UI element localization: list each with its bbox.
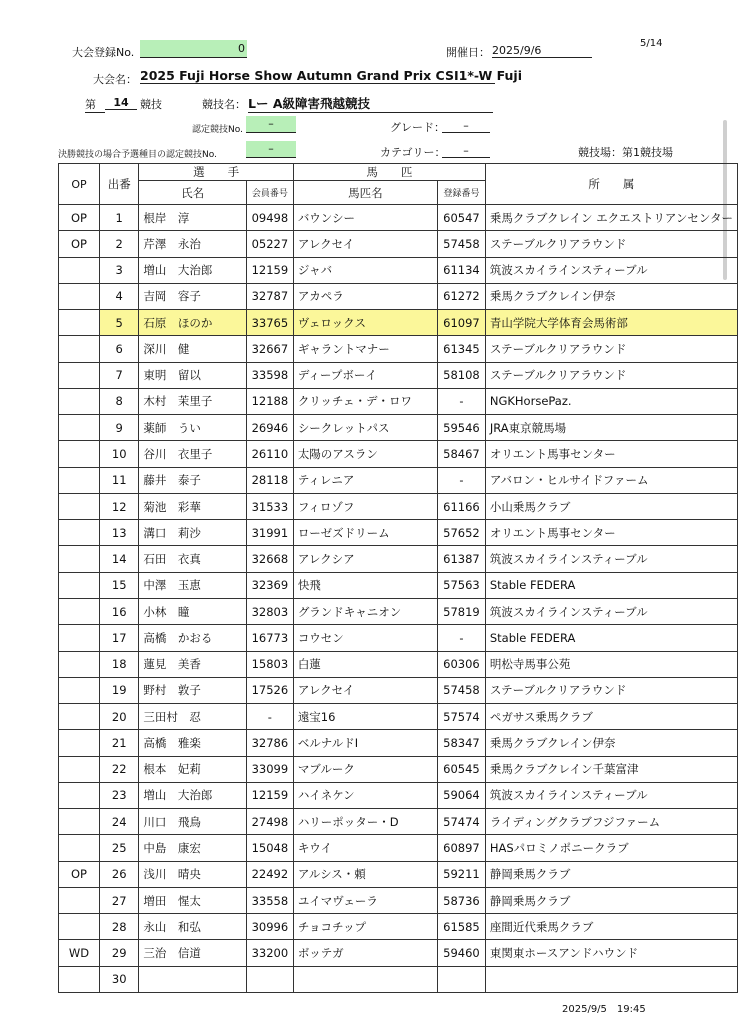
horse-reg-number: 61134: [438, 257, 486, 283]
horse-reg-number: 57819: [438, 598, 486, 624]
comp-name: Lー A級障害飛越競技: [248, 94, 493, 113]
order-cell: 7: [100, 362, 139, 388]
table-row: [59, 730, 738, 756]
horse-name: バウンシー: [293, 205, 437, 231]
op-cell: [59, 415, 100, 441]
op-cell: [59, 782, 100, 808]
op-cell: WD: [59, 940, 100, 966]
member-number: 09498: [246, 205, 293, 231]
table-row: [59, 283, 738, 309]
print-timestamp: 2025/9/5 19:45: [562, 1004, 646, 1015]
member-number: 22492: [246, 861, 293, 887]
horse-reg-number: 59546: [438, 415, 486, 441]
op-cell: [59, 441, 100, 467]
cert-label: 認定競技No.: [192, 125, 243, 135]
horse-reg-number: 58347: [438, 730, 486, 756]
order-cell: 29: [100, 940, 139, 966]
affiliation: アバロン・ヒルサイドファーム: [485, 467, 737, 493]
col-affiliation-header: 所 属: [485, 164, 737, 205]
order-cell: 23: [100, 782, 139, 808]
date-value: 2025/9/6: [492, 44, 592, 58]
horse-reg-number: [438, 966, 486, 992]
member-number: 16773: [246, 625, 293, 651]
rider-name: 東明 留以: [139, 362, 247, 388]
rider-group-header: 選 手: [139, 164, 293, 181]
reg-label: 大会登録No.: [72, 46, 135, 59]
rider-name: 藤井 泰子: [139, 467, 247, 493]
horse-reg-number: 57563: [438, 572, 486, 598]
order-cell: 30: [100, 966, 139, 992]
op-cell: [59, 388, 100, 414]
order-cell: 18: [100, 651, 139, 677]
horse-name: グランドキャニオン: [293, 598, 437, 624]
horse-name: ジャバ: [293, 257, 437, 283]
table-row: [59, 467, 738, 493]
reg-value: 0: [140, 40, 247, 58]
horse-name: アカペラ: [293, 283, 437, 309]
affiliation: 明松寺馬事公苑: [485, 651, 737, 677]
category-label: カテゴリー：: [380, 146, 446, 159]
horse-reg-number: 57458: [438, 677, 486, 703]
rider-name: 中島 康宏: [139, 835, 247, 861]
affiliation: ペガサス乗馬クラブ: [485, 704, 737, 730]
order-cell: 13: [100, 520, 139, 546]
rider-name: 三治 信道: [139, 940, 247, 966]
order-cell: 25: [100, 835, 139, 861]
rider-name: [139, 966, 247, 992]
affiliation: ステーブルクリアラウンド: [485, 677, 737, 703]
table-row: [59, 520, 738, 546]
col-order-header: 出番: [100, 164, 139, 205]
op-cell: [59, 835, 100, 861]
horse-name: ボッテガ: [293, 940, 437, 966]
order-cell: 16: [100, 598, 139, 624]
member-number: 15803: [246, 651, 293, 677]
op-cell: [59, 362, 100, 388]
op-cell: [59, 572, 100, 598]
op-cell: [59, 809, 100, 835]
member-number: -: [246, 704, 293, 730]
horse-reg-number: 58108: [438, 362, 486, 388]
order-cell: 15: [100, 572, 139, 598]
op-cell: OP: [59, 861, 100, 887]
horse-reg-number: -: [438, 388, 486, 414]
table-row: [59, 205, 738, 231]
member-number: 17526: [246, 677, 293, 703]
member-number: 28118: [246, 467, 293, 493]
horse-name: ティレニア: [293, 467, 437, 493]
member-number: 33598: [246, 362, 293, 388]
horse-name: キウイ: [293, 835, 437, 861]
affiliation: 筑波スカイラインスティーブル: [485, 257, 737, 283]
rider-name: 増山 大治郎: [139, 782, 247, 808]
affiliation: 静岡乗馬クラブ: [485, 887, 737, 913]
affiliation: 座間近代乗馬クラブ: [485, 914, 737, 940]
horse-name: 遠宝16: [293, 704, 437, 730]
rider-name: 菊池 彩華: [139, 493, 247, 519]
member-number: 26946: [246, 415, 293, 441]
rider-name: 吉岡 容子: [139, 283, 247, 309]
rider-name: 溝口 莉沙: [139, 520, 247, 546]
comp-name-label: 競技名：: [202, 98, 246, 111]
horse-name: アレクセイ: [293, 231, 437, 257]
grade-value: –: [442, 119, 490, 133]
order-cell: 20: [100, 704, 139, 730]
horse-name: クリッチェ・デ・ロワ: [293, 388, 437, 414]
horse-name: シークレットパス: [293, 415, 437, 441]
affiliation: ステーブルクリアラウンド: [485, 231, 737, 257]
horse-name: ヴェロックス: [293, 310, 437, 336]
member-number: 32667: [246, 336, 293, 362]
col-member-header: 会員番号: [246, 181, 293, 205]
order-cell: 22: [100, 756, 139, 782]
rider-name: 野村 敦子: [139, 677, 247, 703]
member-number: 32786: [246, 730, 293, 756]
rider-name: 芹澤 永治: [139, 231, 247, 257]
horse-reg-number: 60547: [438, 205, 486, 231]
order-cell: 21: [100, 730, 139, 756]
member-number: 30996: [246, 914, 293, 940]
op-cell: [59, 651, 100, 677]
rider-name: 木村 茉里子: [139, 388, 247, 414]
member-number: 33765: [246, 310, 293, 336]
comp-suffix: 競技: [140, 98, 162, 111]
member-number: 32803: [246, 598, 293, 624]
horse-reg-number: 57474: [438, 809, 486, 835]
venue: 競技場：第1競技場: [578, 146, 673, 159]
member-number: 33099: [246, 756, 293, 782]
horse-reg-number: -: [438, 625, 486, 651]
horse-name: ローゼズドリーム: [293, 520, 437, 546]
member-number: 31991: [246, 520, 293, 546]
affiliation: 乗馬クラブクレイン千葉富津: [485, 756, 737, 782]
rider-name: 永山 和弘: [139, 914, 247, 940]
table-row: [59, 782, 738, 808]
horse-reg-number: 61585: [438, 914, 486, 940]
table-row: [59, 388, 738, 414]
table-row: [59, 861, 738, 887]
member-number: [246, 966, 293, 992]
table-row: [59, 914, 738, 940]
member-number: 33558: [246, 887, 293, 913]
horse-name: アレクセイ: [293, 677, 437, 703]
horse-name: アルシス・頼: [293, 861, 437, 887]
op-cell: [59, 336, 100, 362]
horse-name: ギャラントマナー: [293, 336, 437, 362]
table-row: [59, 677, 738, 703]
order-cell: 28: [100, 914, 139, 940]
table-row: [59, 835, 738, 861]
horse-reg-number: 60545: [438, 756, 486, 782]
horse-reg-number: 61097: [438, 310, 486, 336]
col-horse-reg-header: 登録番号: [438, 181, 486, 205]
op-cell: [59, 467, 100, 493]
table-row: [59, 704, 738, 730]
op-cell: [59, 966, 100, 992]
rider-name: 蓮見 美香: [139, 651, 247, 677]
horse-name: 太陽のアスラン: [293, 441, 437, 467]
member-number: 15048: [246, 835, 293, 861]
comp-prefix: 第: [85, 96, 105, 113]
table-row: [59, 231, 738, 257]
table-row: [59, 809, 738, 835]
op-cell: [59, 914, 100, 940]
horse-name: コウセン: [293, 625, 437, 651]
op-cell: [59, 625, 100, 651]
date-label: 開催日：: [446, 46, 490, 59]
table-row: [59, 415, 738, 441]
member-number: 31533: [246, 493, 293, 519]
table-row: [59, 598, 738, 624]
op-cell: [59, 520, 100, 546]
affiliation: 小山乗馬クラブ: [485, 493, 737, 519]
order-cell: 10: [100, 441, 139, 467]
affiliation: JRA東京競馬場: [485, 415, 737, 441]
affiliation: NGKHorsePaz.: [485, 388, 737, 414]
horse-name: 白蓮: [293, 651, 437, 677]
table-row: [59, 362, 738, 388]
rider-name: 石原 ほのか: [139, 310, 247, 336]
order-cell: 3: [100, 257, 139, 283]
affiliation: HASパロミノポニークラブ: [485, 835, 737, 861]
op-cell: [59, 598, 100, 624]
affiliation: 乗馬クラブクレイン伊奈: [485, 730, 737, 756]
affiliation: ライディングクラブフジファーム: [485, 809, 737, 835]
rider-name: 増山 大治郎: [139, 257, 247, 283]
horse-name: チョコチップ: [293, 914, 437, 940]
rider-name: 高橋 かおる: [139, 625, 247, 651]
member-number: 32668: [246, 546, 293, 572]
op-cell: [59, 756, 100, 782]
table-row: [59, 310, 738, 336]
col-op-header: OP: [59, 164, 100, 205]
horse-name: ユイマヴェーラ: [293, 887, 437, 913]
horse-name: ハイネケン: [293, 782, 437, 808]
horse-reg-number: 61345: [438, 336, 486, 362]
op-cell: [59, 546, 100, 572]
category-value: –: [442, 144, 490, 158]
order-cell: 11: [100, 467, 139, 493]
comp-number: 14: [105, 96, 137, 110]
horse-reg-number: 57458: [438, 231, 486, 257]
event-name: 2025 Fuji Horse Show Autumn Grand Prix CSI1*-W Fuji: [140, 68, 523, 83]
member-number: 33200: [246, 940, 293, 966]
rider-name: 川口 飛鳥: [139, 809, 247, 835]
affiliation: 筑波スカイラインスティーブル: [485, 546, 737, 572]
order-cell: 27: [100, 887, 139, 913]
table-row: [59, 336, 738, 362]
horse-reg-number: 57574: [438, 704, 486, 730]
table-row: [59, 940, 738, 966]
cert-value: –: [246, 116, 296, 133]
horse-reg-number: 61272: [438, 283, 486, 309]
table-row: [59, 651, 738, 677]
rider-name: 中澤 玉恵: [139, 572, 247, 598]
op-cell: [59, 310, 100, 336]
member-number: 27498: [246, 809, 293, 835]
final-qual-label: 決勝競技の場合予選種目の認定競技No.: [58, 150, 217, 160]
horse-reg-number: 59460: [438, 940, 486, 966]
horse-name: フィロゾフ: [293, 493, 437, 519]
order-cell: 4: [100, 283, 139, 309]
rider-name: 根本 妃莉: [139, 756, 247, 782]
order-cell: 2: [100, 231, 139, 257]
member-number: 12188: [246, 388, 293, 414]
horse-name: ハリーポッター・D: [293, 809, 437, 835]
op-cell: [59, 730, 100, 756]
affiliation: 静岡乗馬クラブ: [485, 861, 737, 887]
table-row: [59, 625, 738, 651]
op-cell: [59, 677, 100, 703]
col-name-header: 氏名: [139, 181, 247, 205]
table-row: [59, 546, 738, 572]
horse-reg-number: -: [438, 467, 486, 493]
horse-reg-number: 60897: [438, 835, 486, 861]
table-row: [59, 493, 738, 519]
order-cell: 14: [100, 546, 139, 572]
member-number: 26110: [246, 441, 293, 467]
member-number: 32787: [246, 283, 293, 309]
table-row: [59, 756, 738, 782]
horse-name: ベルナルドI: [293, 730, 437, 756]
rider-name: 深川 健: [139, 336, 247, 362]
op-cell: OP: [59, 231, 100, 257]
horse-reg-number: 57652: [438, 520, 486, 546]
order-cell: 26: [100, 861, 139, 887]
affiliation: 乗馬クラブクレイン伊奈: [485, 283, 737, 309]
rider-name: 小林 瞳: [139, 598, 247, 624]
horse-group-header: 馬 匹: [293, 164, 485, 181]
affiliation: 乗馬クラブクレイン エクエストリアンセンター: [485, 205, 737, 231]
horse-reg-number: 61166: [438, 493, 486, 519]
col-horse-header: 馬匹名: [293, 181, 437, 205]
affiliation: [485, 966, 737, 992]
table-row: [59, 572, 738, 598]
horse-name: ディープボーイ: [293, 362, 437, 388]
horse-name: アレクシア: [293, 546, 437, 572]
rider-name: 三田村 忍: [139, 704, 247, 730]
horse-reg-number: 58467: [438, 441, 486, 467]
affiliation: ステーブルクリアラウンド: [485, 362, 737, 388]
order-cell: 8: [100, 388, 139, 414]
event-label: 大会名：: [93, 73, 137, 86]
rider-name: 薬師 うい: [139, 415, 247, 441]
op-cell: [59, 704, 100, 730]
order-cell: 19: [100, 677, 139, 703]
page-number: 5/14: [640, 38, 663, 49]
table-row: [59, 887, 738, 913]
rider-name: 根岸 淳: [139, 205, 247, 231]
affiliation: 筑波スカイラインスティーブル: [485, 598, 737, 624]
member-number: 12159: [246, 257, 293, 283]
horse-reg-number: 58736: [438, 887, 486, 913]
op-cell: [59, 283, 100, 309]
op-cell: [59, 887, 100, 913]
order-cell: 24: [100, 809, 139, 835]
horse-name: [293, 966, 437, 992]
affiliation: Stable FEDERA: [485, 625, 737, 651]
horse-name: 快飛: [293, 572, 437, 598]
affiliation: Stable FEDERA: [485, 572, 737, 598]
final-qual-value: –: [246, 141, 296, 158]
rider-name: 谷川 衣里子: [139, 441, 247, 467]
affiliation: オリエント馬事センター: [485, 441, 737, 467]
order-cell: 17: [100, 625, 139, 651]
order-cell: 12: [100, 493, 139, 519]
rider-name: 浅川 晴央: [139, 861, 247, 887]
member-number: 05227: [246, 231, 293, 257]
order-cell: 5: [100, 310, 139, 336]
table-row: [59, 257, 738, 283]
order-cell: 1: [100, 205, 139, 231]
rider-name: 高橋 雅楽: [139, 730, 247, 756]
table-row: [59, 966, 738, 992]
order-cell: 6: [100, 336, 139, 362]
member-number: 12159: [246, 782, 293, 808]
order-cell: 9: [100, 415, 139, 441]
affiliation: 東関東ホースアンドハウンド: [485, 940, 737, 966]
rider-name: 増田 惺太: [139, 887, 247, 913]
affiliation: ステーブルクリアラウンド: [485, 336, 737, 362]
entry-table: [58, 163, 738, 993]
op-cell: [59, 493, 100, 519]
member-number: 32369: [246, 572, 293, 598]
horse-reg-number: 60306: [438, 651, 486, 677]
horse-reg-number: 61387: [438, 546, 486, 572]
horse-name: マブルーク: [293, 756, 437, 782]
rider-name: 石田 衣真: [139, 546, 247, 572]
grade-label: グレード：: [390, 121, 445, 134]
affiliation: 筑波スカイラインスティーブル: [485, 782, 737, 808]
horse-reg-number: 59064: [438, 782, 486, 808]
horse-reg-number: 59211: [438, 861, 486, 887]
op-cell: [59, 257, 100, 283]
table-row: [59, 441, 738, 467]
affiliation: オリエント馬事センター: [485, 520, 737, 546]
affiliation: 青山学院大学体育会馬術部: [485, 310, 737, 336]
op-cell: OP: [59, 205, 100, 231]
